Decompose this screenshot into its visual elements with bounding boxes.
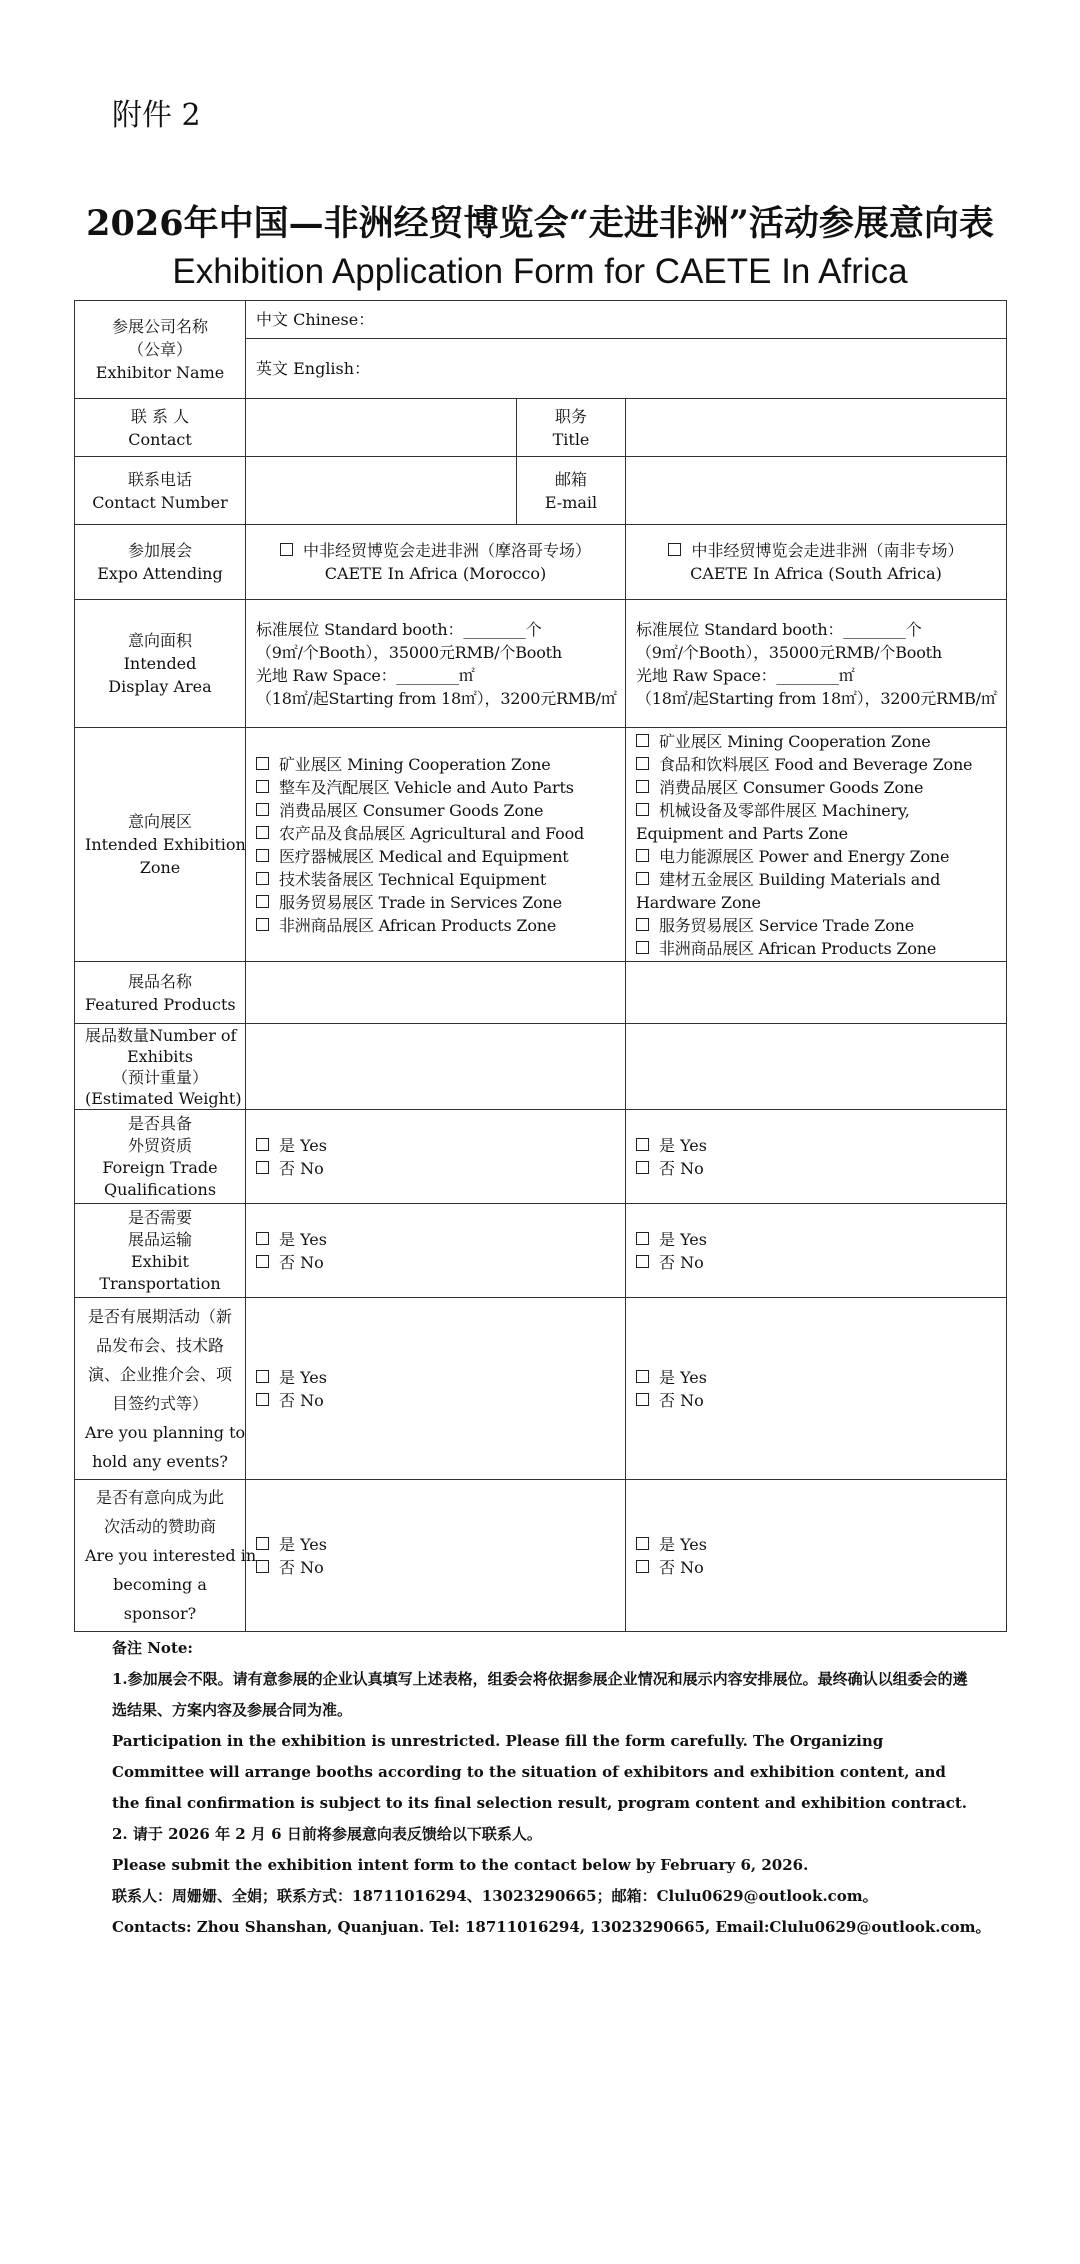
zone-option[interactable]: 矿业展区 Mining Cooperation Zone [636,730,996,753]
yes-option[interactable]: 是 Yes [636,1366,996,1389]
no-option[interactable]: 否 No [636,1556,996,1579]
contact-info-chinese: 联系人：周姗姗、全娟；联系方式：18711016294、13023290665；邮箱：Clulu0629@outlook.com。 [112,1887,878,1905]
chinese-name-field[interactable]: 中文 Chinese： [246,301,1007,339]
foreign-trade-options-south-africa [626,1110,1007,1204]
sponsor-label: 是否有意向成为此 次活动的赞助商 Are you interested in becoming a sponsor? [75,1480,246,1632]
note-2-chinese: 2. 请于 2026 年 2 月 6 日前将参展意向表反馈给以下联系人。 [112,1825,542,1843]
contact-label: 联 系 人 Contact [75,399,246,457]
no-option[interactable]: 否 No [636,1157,996,1180]
zone-option[interactable]: 电力能源展区 Power and Energy Zone [636,845,996,868]
zone-option[interactable]: 矿业展区 Mining Cooperation Zone [256,753,615,776]
phone-email-row [75,457,1007,525]
checkbox-south-africa[interactable] [668,543,681,556]
contact-info-english: Contacts: Zhou Shanshan, Quanjuan. Tel: 18711016294, 13023290665, Email:Clulu0629@outlook.com。 [112,1918,991,1936]
yes-option[interactable]: 是 Yes [636,1533,996,1556]
no-option[interactable]: 否 No [636,1251,996,1274]
no-option[interactable]: 否 No [636,1389,996,1412]
area-options-morocco[interactable]: 标准展位 Standard booth：________个 （9㎡/个Booth），35000元RMB/个Booth 光地 Raw Space：________㎡ （18㎡/起Starting from 18㎡），3200元RMB/㎡ [246,600,626,728]
no-option[interactable]: 否 No [256,1389,615,1412]
form-title-english: Exhibition Application Form for CAETE In Africa [172,252,908,291]
yes-option[interactable]: 是 Yes [636,1134,996,1157]
featured-products-label: 展品名称 Featured Products [75,962,246,1024]
exhibit-number-field-south-africa[interactable] [626,1024,1007,1110]
zone-option[interactable]: 消费品展区 Consumer Goods Zone [636,776,996,799]
contact-number-field[interactable] [246,457,517,525]
contact-field[interactable] [246,399,517,457]
checkbox-morocco[interactable] [280,543,293,556]
events-label: 是否有展期活动（新 品发布会、技术路 演、企业推介会、项 目签约式等） Are you planning to hold any events? [75,1298,246,1480]
exhibit-number-row [75,1024,1007,1110]
transportation-row [75,1204,1007,1298]
foreign-trade-options-morocco [246,1110,626,1204]
exhibit-number-label: 展品数量Number of Exhibits （预计重量） (Estimated Weight) [75,1024,246,1110]
zone-row [75,728,1007,962]
sponsor-row [75,1480,1007,1632]
zone-option[interactable]: 农产品及食品展区 Agricultural and Food [256,822,615,845]
annex-label: 附件 2 [112,98,201,133]
note-2-english: Please submit the exhibition intent form to the contact below by February 6, 2026. [112,1856,809,1874]
transportation-label: 是否需要 展品运输 Exhibit Transportation [75,1204,246,1298]
note-1-english: Participation in the exhibition is unrestricted. Please fill the form carefully. The Organizing Committee will arrange booths according to the situation of exhibitors and exhibition content, and the final confirmation is subject to its final selection result, program content and exhibition contract. [112,1732,968,1812]
english-name-field[interactable]: 英文 English： [246,339,1007,399]
zone-option[interactable]: 非洲商品展区 African Products Zone [256,914,615,937]
expo-option-morocco[interactable]: 中非经贸博览会走进非洲（摩洛哥专场） CAETE In Africa (Morocco) [246,525,626,600]
zone-label: 意向展区 Intended Exhibition Zone [75,728,246,962]
featured-products-field-south-africa[interactable] [626,962,1007,1024]
application-form-table [74,300,1007,1632]
yes-option[interactable]: 是 Yes [256,1228,615,1251]
zone-options-south-africa [626,728,1007,962]
zone-option[interactable]: 非洲商品展区 African Products Zone [636,937,996,960]
no-option[interactable]: 否 No [256,1251,615,1274]
yes-option[interactable]: 是 Yes [256,1533,615,1556]
yes-option[interactable]: 是 Yes [256,1366,615,1389]
exhibitor-name-label: 参展公司名称 （公章） Exhibitor Name [75,301,246,399]
note-1-chinese: 1.参加展会不限。请有意参展的企业认真填写上述表格，组委会将依据参展企业情况和展示内容安排展位。最终确认以组委会的遴选结果、方案内容及参展合同为准。 [112,1670,968,1719]
zone-option[interactable]: 服务贸易展区 Service Trade Zone [636,914,996,937]
featured-products-row [75,962,1007,1024]
zone-options-morocco [246,728,626,962]
zone-option[interactable]: 技术装备展区 Technical Equipment [256,868,615,891]
form-title-chinese: 2026年中国—非洲经贸博览会“走进非洲”活动参展意向表 [86,203,994,244]
contact-row [75,399,1007,457]
sponsor-options-morocco [246,1480,626,1632]
area-row [75,600,1007,728]
contact-number-label: 联系电话 Contact Number [75,457,246,525]
zone-option[interactable]: 消费品展区 Consumer Goods Zone [256,799,615,822]
events-options-south-africa [626,1298,1007,1480]
sponsor-options-south-africa [626,1480,1007,1632]
expo-row [75,525,1007,600]
email-field[interactable] [626,457,1007,525]
no-option[interactable]: 否 No [256,1556,615,1579]
email-label: 邮箱 E-mail [517,457,626,525]
transportation-options-south-africa [626,1204,1007,1298]
zone-option[interactable]: 服务贸易展区 Trade in Services Zone [256,891,615,914]
yes-option[interactable]: 是 Yes [256,1134,615,1157]
exhibit-number-field-morocco[interactable] [246,1024,626,1110]
no-option[interactable]: 否 No [256,1157,615,1180]
zone-option[interactable]: 机械设备及零部件展区 Machinery, Equipment and Parts Zone [636,800,910,843]
area-label: 意向面积 Intended Display Area [75,600,246,728]
foreign-trade-row [75,1110,1007,1204]
expo-label: 参加展会 Expo Attending [75,525,246,600]
events-options-morocco [246,1298,626,1480]
notes-heading: 备注 Note: [112,1639,193,1657]
notes-section [112,1633,991,1943]
title-field[interactable] [626,399,1007,457]
yes-option[interactable]: 是 Yes [636,1228,996,1251]
zone-option[interactable]: 整车及汽配展区 Vehicle and Auto Parts [256,776,615,799]
transportation-options-morocco [246,1204,626,1298]
zone-option[interactable]: 医疗器械展区 Medical and Equipment [256,845,615,868]
area-options-south-africa[interactable]: 标准展位 Standard booth：________个 （9㎡/个Booth），35000元RMB/个Booth 光地 Raw Space：________㎡ （18㎡/起Starting from 18㎡），3200元RMB/㎡ [626,600,1007,728]
expo-option-south-africa[interactable]: 中非经贸博览会走进非洲（南非专场） CAETE In Africa (South Africa) [626,525,1007,600]
zone-option[interactable]: 建材五金展区 Building Materials and Hardware Zone [636,869,941,912]
zone-option[interactable]: 食品和饮料展区 Food and Beverage Zone [636,753,996,776]
title-label: 职务 Title [517,399,626,457]
events-row [75,1298,1007,1480]
featured-products-field-morocco[interactable] [246,962,626,1024]
exhibitor-name-row [75,301,1007,339]
foreign-trade-label: 是否具备 外贸资质 Foreign Trade Qualifications [75,1110,246,1204]
